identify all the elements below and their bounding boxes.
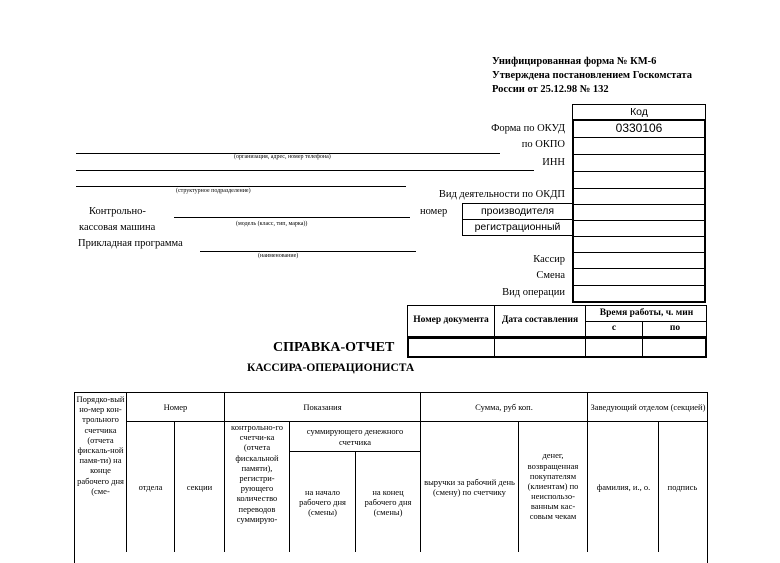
code-divider [574, 188, 704, 189]
col-pokaz-header: Показания [303, 401, 342, 412]
code-divider [574, 236, 704, 237]
form-header-line2: Утверждена постановлением Госкомстата [492, 70, 692, 81]
kod-label: Код [630, 105, 648, 118]
reg-cell [462, 219, 573, 236]
code-divider [574, 137, 704, 138]
col-fio-header: фамилия, и., о. [596, 481, 651, 492]
vremya-s-header: с [611, 323, 617, 334]
table-vline [355, 451, 356, 552]
inn-label: ИНН [542, 157, 565, 168]
kod-header-cell [572, 104, 706, 120]
vid-operacii-label: Вид операции [502, 287, 565, 298]
col-otdela-header: отдела [138, 481, 163, 492]
col-dengi-header: денег, возвращенная покупателям (клиентам) по неиспользо-ванным кас-совым чекам [527, 450, 579, 522]
col-kontrol-header: контрольно-го счетчи-ка (отчета фискальной памяти), регистри-рующего количество переводов суммирую- [231, 422, 283, 524]
okpo-label: по ОКПО [521, 139, 565, 150]
form-header-line1: Унифицированная форма № КМ-6 [492, 56, 657, 67]
okdp-label: Вид деятельности по ОКДП [438, 189, 565, 200]
col-konec-header: на конец рабочего дня (смены) [364, 486, 412, 518]
code-divider [574, 220, 704, 221]
reg-label: регистрационный [474, 221, 561, 234]
code-box [572, 119, 706, 303]
kkm-label-1: Контрольно- [89, 206, 146, 217]
report-title: СПРАВКА-ОТЧЕТ [273, 340, 395, 355]
col-sekcii-header: секции [186, 481, 213, 492]
code-divider [574, 171, 704, 172]
okud-label: Форма по ОКУД [491, 123, 565, 134]
vremya-po-header: по [669, 323, 681, 334]
col-nomer-header: Номер [163, 401, 188, 412]
kkm-nomer-label: номер [420, 206, 448, 217]
proizv-cell [462, 203, 573, 220]
prog-label: Прикладная программа [78, 238, 183, 249]
code-divider [574, 154, 704, 155]
naim-caption: (наименование) [258, 253, 299, 259]
col-summa-header: Сумма, руб коп. [475, 401, 533, 412]
prog-line[interactable] [200, 251, 416, 252]
org-line-2[interactable] [76, 170, 534, 171]
col-zav-header: Заведующий отделом (секцией) [590, 401, 706, 412]
struct-line[interactable] [76, 186, 406, 187]
org-caption: (организация, адрес, номер телефона) [234, 154, 331, 160]
col-porad-header: Порядко-вый но-мер кон-трольного счетчика (отчета фискаль-ной памя-ти) на конце рабочего дня (сме- [76, 394, 125, 496]
col-podpis-header: подпись [667, 481, 698, 492]
kkm-label-2: кассовая машина [79, 222, 156, 233]
code-divider [574, 204, 704, 205]
nomer-doc-header: Номер документа [413, 315, 489, 326]
col-summir-header: суммирующего денежного счетчика [306, 426, 404, 447]
table-vline [587, 392, 588, 552]
kkm-model-line[interactable] [174, 217, 410, 218]
table-vline [518, 421, 519, 552]
report-subtitle: КАССИРА-ОПЕРАЦИОНИСТА [247, 362, 415, 374]
form-header-line3: России от 25.12.98 № 132 [492, 84, 609, 95]
data-sost-header: Дата составления [501, 315, 579, 326]
kassir-label: Кассир [533, 254, 565, 265]
model-caption: (модель (класс, тип, марка)) [236, 221, 308, 227]
smena-label: Смена [536, 270, 565, 281]
struct-caption: (структурное подразделение) [176, 188, 251, 194]
code-divider [574, 252, 704, 253]
okud-value[interactable]: 0330106 [615, 120, 663, 135]
col-nachalo-header: на начало рабочего дня (смены) [299, 486, 346, 518]
col-vyruchka-header: выручки за рабочий день (смену) по счетчику [424, 476, 515, 497]
doc-values-row[interactable] [407, 337, 707, 358]
vremya-header: Время работы, ч. мин [599, 307, 694, 318]
code-divider [574, 285, 704, 286]
proizv-label: производителя [480, 205, 555, 218]
code-divider [574, 268, 704, 269]
